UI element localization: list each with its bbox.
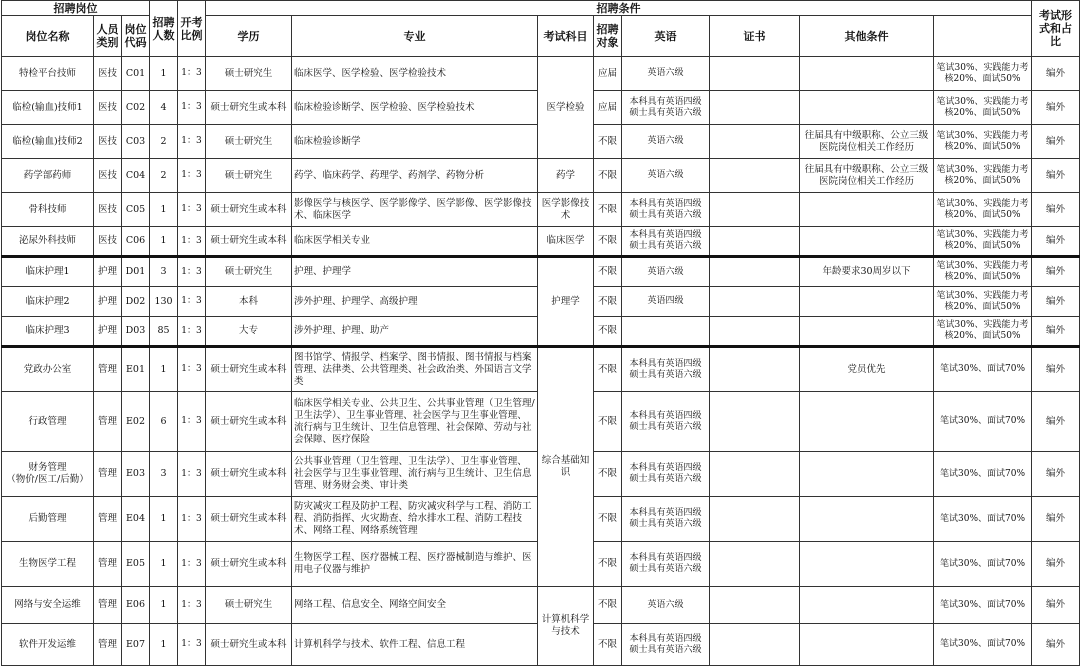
other-cond-cell: [800, 91, 934, 125]
num-cell: 1: [150, 227, 178, 257]
table-row: [2, 193, 1080, 227]
edu-cell: 硕士研究生: [206, 159, 292, 193]
note-cell: 编外: [1032, 587, 1080, 624]
ratio-cell: 1：3: [178, 542, 206, 587]
english-cell: 本科具有英语四级 硕士具有英语六级: [622, 347, 710, 392]
edu-cell: 硕士研究生: [206, 57, 292, 91]
post-name-cell: 特检平台技师: [2, 57, 94, 91]
english-cell: 本科具有英语四级 硕士具有英语六级: [622, 392, 710, 452]
post-code-cell: C03: [122, 125, 150, 159]
target-cell: 应届: [594, 91, 622, 125]
staff-type-cell: 护理: [94, 287, 122, 317]
header-staff-type: 人员类别: [94, 16, 122, 57]
major-cell: 涉外护理、护理学、高级护理: [292, 287, 538, 317]
english-cell: 英语六级: [622, 257, 710, 287]
other-cond-cell: [800, 227, 934, 257]
exam-form-cell: 笔试30%、实践能力考核20%、面试50%: [934, 57, 1032, 91]
target-cell: 不限: [594, 159, 622, 193]
header-other-cond: 其他条件: [800, 16, 934, 57]
other-cond-cell: [800, 497, 934, 542]
post-name-cell: 软件开发运维: [2, 624, 94, 666]
ratio-cell: 1：3: [178, 317, 206, 347]
staff-type-cell: 管理: [94, 452, 122, 497]
note-cell: 编外: [1032, 193, 1080, 227]
table-row: [2, 227, 1080, 257]
num-cell: 1: [150, 587, 178, 624]
num-cell: 1: [150, 57, 178, 91]
edu-cell: 硕士研究生: [206, 257, 292, 287]
ratio-cell: 1：3: [178, 227, 206, 257]
cert-cell: [710, 193, 800, 227]
post-code-cell: D03: [122, 317, 150, 347]
edu-cell: 硕士研究生或本科: [206, 347, 292, 392]
exam-subject-cell: 医学检验: [538, 57, 594, 159]
major-cell: 药学、临床药学、药理学、药剂学、药物分析: [292, 159, 538, 193]
edu-cell: 硕士研究生或本科: [206, 392, 292, 452]
cert-cell: [710, 159, 800, 193]
exam-form-cell: 笔试30%、实践能力考核20%、面试50%: [934, 193, 1032, 227]
edu-cell: 本科: [206, 287, 292, 317]
exam-form-cell: 笔试30%、面试70%: [934, 392, 1032, 452]
target-cell: 应届: [594, 57, 622, 91]
ratio-cell: 1：3: [178, 392, 206, 452]
target-cell: 不限: [594, 347, 622, 392]
post-code-cell: E06: [122, 587, 150, 624]
other-cond-cell: [800, 624, 934, 666]
post-name-cell: 后勤管理: [2, 497, 94, 542]
cert-cell: [710, 452, 800, 497]
english-cell: 本科具有英语四级 硕士具有英语六级: [622, 193, 710, 227]
major-cell: 图书馆学、情报学、档案学、图书情报、图书情报与档案管理、法律类、公共管理类、社会政治类、外国语言文学类: [292, 347, 538, 392]
target-cell: 不限: [594, 287, 622, 317]
exam-form-cell: 笔试30%、实践能力考核20%、面试50%: [934, 91, 1032, 125]
cert-cell: [710, 317, 800, 347]
post-name-cell: 临检(输血)技师2: [2, 125, 94, 159]
cert-cell: [710, 91, 800, 125]
major-cell: 影像医学与核医学、医学影像学、医学影像、医学影像技术、临床医学: [292, 193, 538, 227]
edu-cell: 硕士研究生或本科: [206, 227, 292, 257]
post-code-cell: D01: [122, 257, 150, 287]
exam-form-cell: 笔试30%、面试70%: [934, 587, 1032, 624]
note-cell: 编外: [1032, 624, 1080, 666]
post-name-cell: 党政办公室: [2, 347, 94, 392]
post-name-cell: 临床护理2: [2, 287, 94, 317]
english-cell: 英语六级: [622, 587, 710, 624]
target-cell: 不限: [594, 227, 622, 257]
num-cell: 2: [150, 159, 178, 193]
target-cell: 不限: [594, 452, 622, 497]
num-cell: 6: [150, 392, 178, 452]
staff-type-cell: 医技: [94, 227, 122, 257]
target-cell: 不限: [594, 193, 622, 227]
english-cell: 本科具有英语四级 硕士具有英语六级: [622, 452, 710, 497]
header-group-post: 招聘岗位: [2, 1, 150, 16]
target-cell: 不限: [594, 257, 622, 287]
note-cell: 编外: [1032, 91, 1080, 125]
english-cell: 英语六级: [622, 57, 710, 91]
ratio-cell: 1：3: [178, 624, 206, 666]
staff-type-cell: 护理: [94, 317, 122, 347]
major-cell: 临床医学、医学检验、医学检验技术: [292, 57, 538, 91]
recruitment-table: [1, 0, 1080, 666]
header-exam: 考试形式和占比: [1032, 1, 1080, 57]
exam-subject-cell: 药学: [538, 159, 594, 193]
staff-type-cell: 管理: [94, 587, 122, 624]
major-cell: 生物医学工程、医疗器械工程、医疗器械制造与维护、医用电子仪器与维护: [292, 542, 538, 587]
note-cell: 编外: [1032, 347, 1080, 392]
note-cell: 编外: [1032, 57, 1080, 91]
post-code-cell: E01: [122, 347, 150, 392]
ratio-cell: 1：3: [178, 91, 206, 125]
english-cell: 本科具有英语四级 硕士具有英语六级: [622, 227, 710, 257]
ratio-cell: 1：3: [178, 497, 206, 542]
major-cell: 临床检验诊断学: [292, 125, 538, 159]
edu-cell: 硕士研究生或本科: [206, 624, 292, 666]
staff-type-cell: 管理: [94, 392, 122, 452]
post-name-cell: 泌尿外科技师: [2, 227, 94, 257]
post-name-cell: 财务管理 （物价/医工/后勤）: [2, 452, 94, 497]
header-subject: 考试科目: [538, 16, 594, 57]
staff-type-cell: 医技: [94, 193, 122, 227]
post-code-cell: E02: [122, 392, 150, 452]
header-post-name: 岗位名称: [2, 16, 94, 57]
note-cell: 编外: [1032, 227, 1080, 257]
post-code-cell: D02: [122, 287, 150, 317]
cert-cell: [710, 227, 800, 257]
note-cell: 编外: [1032, 317, 1080, 347]
num-cell: 85: [150, 317, 178, 347]
edu-cell: 硕士研究生: [206, 125, 292, 159]
staff-type-cell: 管理: [94, 497, 122, 542]
exam-form-cell: 笔试30%、实践能力考核20%、面试50%: [934, 227, 1032, 257]
post-code-cell: E04: [122, 497, 150, 542]
note-cell: 编外: [1032, 125, 1080, 159]
post-name-cell: 临检(输血)技师1: [2, 91, 94, 125]
target-cell: 不限: [594, 317, 622, 347]
post-name-cell: 网络与安全运维: [2, 587, 94, 624]
english-cell: 本科具有英语四级 硕士具有英语六级: [622, 91, 710, 125]
table-row: [2, 159, 1080, 193]
exam-form-cell: 笔试30%、面试70%: [934, 347, 1032, 392]
exam-form-cell: 笔试30%、面试70%: [934, 624, 1032, 666]
target-cell: 不限: [594, 125, 622, 159]
other-cond-cell: [800, 193, 934, 227]
ratio-cell: 1：3: [178, 193, 206, 227]
exam-subject-cell: 护理学: [538, 257, 594, 347]
edu-cell: 硕士研究生或本科: [206, 497, 292, 542]
staff-type-cell: 管理: [94, 542, 122, 587]
exam-form-cell: 笔试30%、面试70%: [934, 452, 1032, 497]
post-code-cell: E07: [122, 624, 150, 666]
header-english: 英语: [622, 16, 710, 57]
cert-cell: [710, 542, 800, 587]
major-cell: 计算机科学与技术、软件工程、信息工程: [292, 624, 538, 666]
exam-form-cell: 笔试30%、面试70%: [934, 497, 1032, 542]
cert-cell: [710, 57, 800, 91]
post-code-cell: C06: [122, 227, 150, 257]
ratio-cell: 1：3: [178, 452, 206, 497]
num-cell: 1: [150, 542, 178, 587]
staff-type-cell: 医技: [94, 125, 122, 159]
header-ratio: 开考比例: [178, 1, 206, 57]
staff-type-cell: 护理: [94, 257, 122, 287]
target-cell: 不限: [594, 587, 622, 624]
edu-cell: 硕士研究生: [206, 587, 292, 624]
other-cond-cell: 党员优先: [800, 347, 934, 392]
staff-type-cell: 管理: [94, 624, 122, 666]
header-edu: 学历: [206, 16, 292, 57]
table-row: [2, 587, 1080, 624]
table-row: [2, 57, 1080, 91]
english-cell: 本科具有英语四级 硕士具有英语六级: [622, 624, 710, 666]
edu-cell: 硕士研究生或本科: [206, 193, 292, 227]
edu-cell: 硕士研究生或本科: [206, 542, 292, 587]
cert-cell: [710, 624, 800, 666]
post-name-cell: 骨科技师: [2, 193, 94, 227]
exam-form-cell: 笔试30%、实践能力考核20%、面试50%: [934, 257, 1032, 287]
post-name-cell: 药学部药师: [2, 159, 94, 193]
staff-type-cell: 医技: [94, 159, 122, 193]
header-major: 专业: [292, 16, 538, 57]
edu-cell: 硕士研究生或本科: [206, 91, 292, 125]
post-name-cell: 临床护理3: [2, 317, 94, 347]
num-cell: 3: [150, 257, 178, 287]
target-cell: 不限: [594, 392, 622, 452]
staff-type-cell: 管理: [94, 347, 122, 392]
post-code-cell: E03: [122, 452, 150, 497]
header-post-code: 岗位代码: [122, 16, 150, 57]
post-code-cell: E05: [122, 542, 150, 587]
note-cell: 编外: [1032, 392, 1080, 452]
header-group-cond: 招聘条件: [206, 1, 1032, 16]
post-name-cell: 行政管理: [2, 392, 94, 452]
post-name-cell: 临床护理1: [2, 257, 94, 287]
post-name-cell: 生物医学工程: [2, 542, 94, 587]
ratio-cell: 1：3: [178, 57, 206, 91]
edu-cell: 硕士研究生或本科: [206, 452, 292, 497]
num-cell: 3: [150, 452, 178, 497]
major-cell: 公共事业管理（卫生管理、卫生法学）、卫生事业管理、社会医学与卫生事业管理、流行病与卫生统计、卫生信息管理、财务财会类、审计类: [292, 452, 538, 497]
exam-form-cell: 笔试30%、实践能力考核20%、面试50%: [934, 317, 1032, 347]
num-cell: 130: [150, 287, 178, 317]
english-cell: [622, 317, 710, 347]
exam-form-cell: 笔试30%、实践能力考核20%、面试50%: [934, 287, 1032, 317]
num-cell: 2: [150, 125, 178, 159]
english-cell: 本科具有英语四级 硕士具有英语六级: [622, 497, 710, 542]
table-row: [2, 257, 1080, 287]
ratio-cell: 1：3: [178, 587, 206, 624]
exam-form-cell: 笔试30%、面试70%: [934, 542, 1032, 587]
cert-cell: [710, 347, 800, 392]
other-cond-cell: [800, 587, 934, 624]
target-cell: 不限: [594, 497, 622, 542]
post-code-cell: C05: [122, 193, 150, 227]
note-cell: 编外: [1032, 159, 1080, 193]
cert-cell: [710, 392, 800, 452]
target-cell: 不限: [594, 624, 622, 666]
table-body: [2, 57, 1080, 666]
ratio-cell: 1：3: [178, 159, 206, 193]
other-cond-cell: [800, 57, 934, 91]
major-cell: 网络工程、信息安全、网络空间安全: [292, 587, 538, 624]
major-cell: 涉外护理、护理、助产: [292, 317, 538, 347]
num-cell: 1: [150, 347, 178, 392]
cert-cell: [710, 257, 800, 287]
major-cell: 临床医学相关专业: [292, 227, 538, 257]
ratio-cell: 1：3: [178, 257, 206, 287]
cert-cell: [710, 497, 800, 542]
exam-form-cell: 笔试30%、实践能力考核20%、面试50%: [934, 159, 1032, 193]
num-cell: 1: [150, 624, 178, 666]
major-cell: 防灾减灾工程及防护工程、防灾减灾科学与工程、消防工程、消防指挥、火灾勘查、给水排水工程、消防工程技术、网络工程、网络系统管理: [292, 497, 538, 542]
note-cell: 编外: [1032, 542, 1080, 587]
other-cond-cell: [800, 542, 934, 587]
ratio-cell: 1：3: [178, 347, 206, 392]
other-cond-cell: [800, 317, 934, 347]
exam-form-cell: 笔试30%、实践能力考核20%、面试50%: [934, 125, 1032, 159]
exam-subject-cell: 计算机科学与技术: [538, 587, 594, 666]
header-cert: 证书: [710, 16, 800, 57]
staff-type-cell: 医技: [94, 57, 122, 91]
english-cell: 英语四级: [622, 287, 710, 317]
other-cond-cell: [800, 452, 934, 497]
major-cell: 临床医学相关专业、公共卫生、公共事业管理（卫生管理/卫生法学）、卫生事业管理、社会医学与卫生事业管理、流行病与卫生统计、卫生信息管理、社会保障、劳动与社会保障、医疗保险: [292, 392, 538, 452]
header-target: 招聘对象: [594, 16, 622, 57]
english-cell: 本科具有英语四级 硕士具有英语六级: [622, 542, 710, 587]
exam-subject-cell: 临床医学: [538, 227, 594, 257]
ratio-cell: 1：3: [178, 287, 206, 317]
note-cell: 编外: [1032, 257, 1080, 287]
post-code-cell: C02: [122, 91, 150, 125]
english-cell: 英语六级: [622, 125, 710, 159]
exam-subject-cell: 医学影像技术: [538, 193, 594, 227]
target-cell: 不限: [594, 542, 622, 587]
other-cond-cell: 往届具有中级职称、公立三级医院岗位相关工作经历: [800, 125, 934, 159]
note-cell: 编外: [1032, 497, 1080, 542]
staff-type-cell: 医技: [94, 91, 122, 125]
table-row: [2, 347, 1080, 392]
other-cond-cell: 往届具有中级职称、公立三级医院岗位相关工作经历: [800, 159, 934, 193]
cert-cell: [710, 587, 800, 624]
major-cell: 临床检验诊断学、医学检验、医学检验技术: [292, 91, 538, 125]
edu-cell: 大专: [206, 317, 292, 347]
ratio-cell: 1：3: [178, 125, 206, 159]
other-cond-cell: [800, 287, 934, 317]
post-code-cell: C04: [122, 159, 150, 193]
num-cell: 4: [150, 91, 178, 125]
other-cond-cell: 年龄要求30周岁以下: [800, 257, 934, 287]
note-cell: 编外: [1032, 287, 1080, 317]
post-code-cell: C01: [122, 57, 150, 91]
cert-cell: [710, 125, 800, 159]
english-cell: 英语六级: [622, 159, 710, 193]
header-num: 招聘人数: [150, 1, 178, 57]
other-cond-cell: [800, 392, 934, 452]
major-cell: 护理、护理学: [292, 257, 538, 287]
note-cell: 编外: [1032, 452, 1080, 497]
exam-subject-cell: 综合基础知识: [538, 347, 594, 587]
num-cell: 1: [150, 497, 178, 542]
cert-cell: [710, 287, 800, 317]
num-cell: 1: [150, 193, 178, 227]
